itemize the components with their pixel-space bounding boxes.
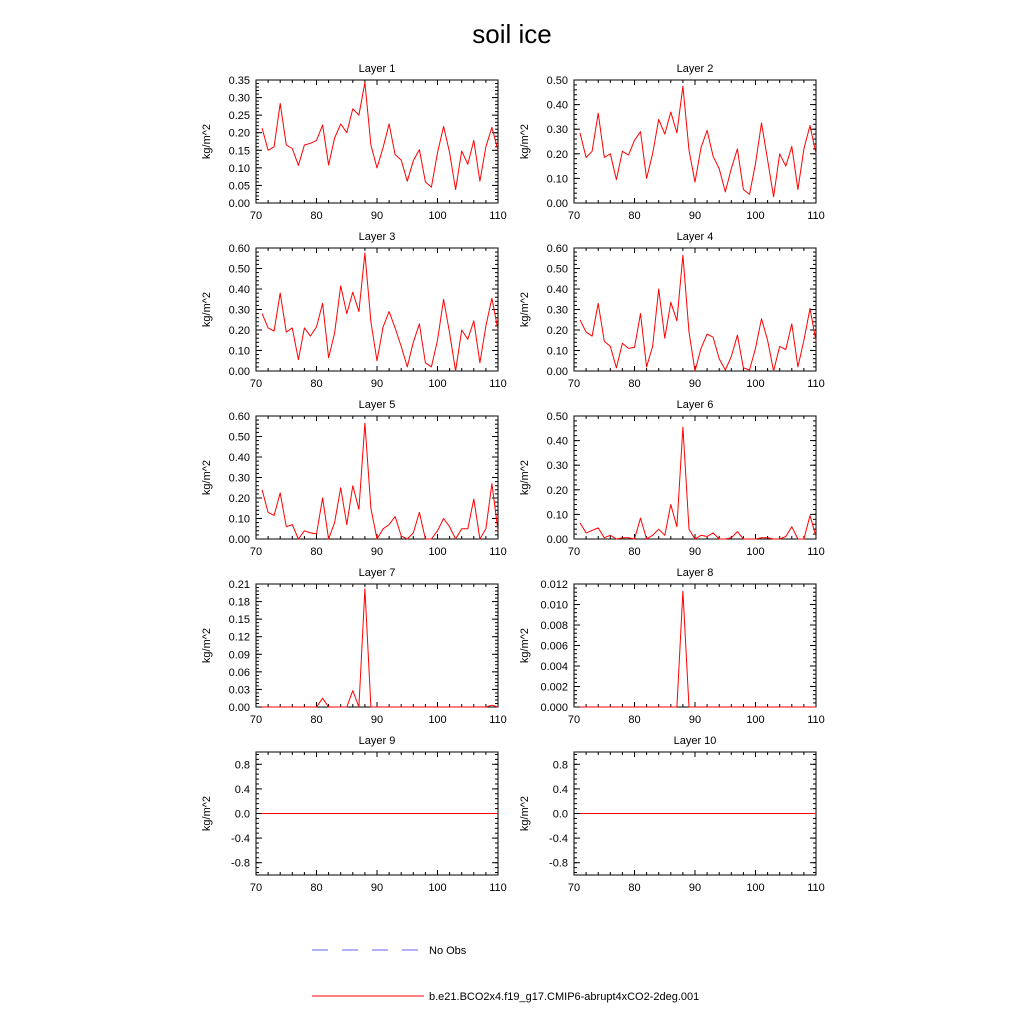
x-tick-label: 90	[370, 882, 384, 894]
y-axis-label: kg/m^2	[201, 459, 213, 496]
x-tick-label: 90	[370, 714, 384, 726]
y-tick-label: 0.00	[228, 534, 250, 546]
y-tick-label: 0.00	[546, 534, 568, 546]
y-tick-label: -0.4	[549, 833, 568, 846]
y-axis-label: kg/m^2	[201, 291, 213, 328]
y-tick-label: 0.002	[540, 681, 568, 694]
x-tick-label: 110	[807, 714, 825, 726]
x-tick-label: 100	[746, 714, 765, 726]
y-tick-label: 0.012	[540, 579, 568, 591]
y-tick-label: 0.06	[228, 666, 250, 679]
y-tick-label: 0.18	[228, 596, 250, 609]
y-tick-label: 0.50	[546, 75, 568, 87]
x-tick-label: 100	[428, 378, 447, 390]
figure-title: soil ice	[472, 19, 552, 49]
x-tick-label: 90	[688, 882, 702, 894]
x-tick-label: 90	[370, 378, 384, 390]
x-tick-label: 80	[628, 882, 641, 894]
y-tick-label: 0.40	[228, 452, 250, 464]
x-tick-label: 70	[567, 714, 581, 726]
x-tick-label: 110	[489, 882, 507, 894]
x-tick-label: 100	[746, 210, 765, 222]
x-tick-label: 80	[310, 210, 323, 222]
y-tick-label: -0.8	[231, 857, 250, 870]
y-axis-label: kg/m^2	[519, 123, 531, 160]
panel-title: Layer 4	[676, 231, 714, 243]
y-tick-label: 0.60	[228, 243, 250, 255]
y-tick-label: 0.50	[228, 263, 250, 276]
y-tick-label: 0.10	[228, 513, 250, 526]
y-tick-label: 0.000	[540, 702, 568, 714]
panel-title: Layer 2	[676, 63, 714, 75]
y-tick-label: 0.010	[540, 599, 568, 612]
x-tick-label: 110	[807, 882, 825, 894]
y-tick-label: 0.004	[540, 661, 568, 673]
y-tick-label: 0.50	[228, 431, 250, 444]
y-axis-label: kg/m^2	[201, 123, 213, 160]
x-tick-label: 110	[489, 210, 507, 222]
x-tick-label: 90	[688, 210, 702, 222]
x-tick-label: 80	[310, 882, 323, 894]
y-tick-label: 0.10	[546, 173, 568, 186]
x-tick-label: 80	[628, 210, 641, 222]
y-axis-label: kg/m^2	[519, 291, 531, 328]
y-tick-label: 0.30	[228, 92, 250, 105]
y-tick-label: 0.0	[552, 808, 568, 821]
x-tick-label: 110	[489, 378, 507, 390]
y-tick-label: 0.15	[228, 614, 250, 627]
y-tick-label: 0.12	[228, 631, 250, 644]
x-tick-label: 70	[249, 546, 263, 558]
y-tick-label: 0.40	[546, 99, 568, 112]
x-tick-label: 90	[370, 210, 384, 222]
y-tick-label: 0.40	[546, 284, 568, 296]
x-tick-label: 70	[249, 714, 263, 726]
y-tick-label: 0.05	[228, 180, 250, 193]
y-axis-label: kg/m^2	[201, 627, 213, 664]
y-tick-label: 0.30	[228, 304, 250, 317]
y-tick-label: 0.20	[546, 325, 568, 337]
x-tick-label: 100	[746, 546, 765, 558]
x-tick-label: 80	[628, 546, 641, 558]
y-tick-label: 0.03	[228, 684, 250, 697]
panel-title: Layer 6	[676, 399, 714, 411]
x-tick-label: 90	[370, 546, 384, 558]
legend-model-label: b.e21.BCO2x4.f19_g17.CMIP6-abrupt4xCO2-2deg.001	[429, 991, 700, 1003]
panel-title: Layer 1	[358, 63, 396, 75]
y-tick-label: 0.10	[228, 162, 250, 175]
y-tick-label: 0.25	[228, 110, 250, 123]
x-tick-label: 110	[807, 378, 825, 390]
y-axis-label: kg/m^2	[519, 627, 531, 664]
x-tick-label: 70	[567, 210, 581, 222]
y-tick-label: 0.00	[228, 198, 250, 210]
y-tick-label: 0.50	[546, 411, 568, 423]
x-tick-label: 80	[310, 714, 323, 726]
y-tick-label: 0.60	[228, 411, 250, 423]
x-tick-label: 100	[746, 378, 765, 390]
y-tick-label: 0.21	[228, 579, 250, 591]
x-tick-label: 80	[310, 546, 323, 558]
panel-title: Layer 3	[358, 231, 396, 243]
panel-title: Layer 9	[358, 735, 396, 747]
y-tick-label: 0.10	[546, 509, 568, 522]
y-tick-label: 0.50	[546, 263, 568, 276]
y-tick-label: -0.4	[231, 833, 250, 846]
y-tick-label: 0.60	[546, 243, 568, 255]
y-tick-label: 0.30	[228, 472, 250, 485]
y-axis-label: kg/m^2	[519, 459, 531, 496]
x-tick-label: 80	[628, 378, 641, 390]
panel-title: Layer 5	[358, 399, 396, 411]
x-tick-label: 70	[567, 378, 581, 390]
y-tick-label: 0.8	[552, 759, 568, 772]
y-tick-label: 0.00	[228, 702, 250, 714]
y-tick-label: 0.40	[546, 435, 568, 448]
y-tick-label: 0.008	[540, 620, 568, 632]
y-tick-label: 0.20	[546, 484, 568, 497]
y-tick-label: 0.0	[234, 808, 250, 821]
x-tick-label: 80	[628, 714, 641, 726]
y-tick-label: 0.20	[546, 148, 568, 161]
x-tick-label: 110	[807, 210, 825, 222]
x-tick-label: 90	[688, 378, 702, 390]
y-axis-label: kg/m^2	[519, 795, 531, 832]
y-tick-label: 0.35	[228, 75, 250, 87]
y-tick-label: 0.40	[228, 284, 250, 296]
y-axis-label: kg/m^2	[201, 795, 213, 832]
x-tick-label: 110	[807, 546, 825, 558]
legend-obs-label: No Obs	[429, 945, 467, 957]
x-tick-label: 70	[249, 210, 263, 222]
x-tick-label: 100	[428, 546, 447, 558]
x-tick-label: 110	[489, 546, 507, 558]
y-tick-label: 0.8	[234, 759, 250, 772]
x-tick-label: 90	[688, 546, 702, 558]
panel-title: Layer 10	[673, 735, 717, 747]
x-tick-label: 110	[489, 714, 507, 726]
x-tick-label: 70	[249, 378, 263, 390]
y-tick-label: 0.4	[234, 783, 250, 796]
y-tick-label: 0.00	[228, 366, 250, 378]
y-tick-label: 0.20	[228, 127, 250, 140]
x-tick-label: 100	[428, 882, 447, 894]
y-tick-label: 0.10	[546, 345, 568, 358]
y-tick-label: 0.20	[228, 493, 250, 505]
y-tick-label: 0.00	[546, 198, 568, 210]
x-tick-label: 70	[249, 882, 263, 894]
x-tick-label: 70	[567, 546, 581, 558]
y-tick-label: 0.4	[552, 783, 568, 796]
y-tick-label: 0.30	[546, 304, 568, 317]
y-tick-label: -0.8	[549, 857, 568, 870]
x-tick-label: 100	[428, 210, 447, 222]
y-tick-label: 0.006	[540, 640, 568, 653]
x-tick-label: 100	[428, 714, 447, 726]
panel-title: Layer 8	[676, 567, 714, 579]
y-tick-label: 0.00	[546, 366, 568, 378]
y-tick-label: 0.10	[228, 345, 250, 358]
y-tick-label: 0.09	[228, 649, 250, 662]
y-tick-label: 0.30	[546, 124, 568, 137]
y-tick-label: 0.20	[228, 325, 250, 337]
x-tick-label: 80	[310, 378, 323, 390]
x-tick-label: 70	[567, 882, 581, 894]
x-tick-label: 90	[688, 714, 702, 726]
y-tick-label: 0.30	[546, 460, 568, 473]
panel-title: Layer 7	[358, 567, 396, 579]
y-tick-label: 0.15	[228, 145, 250, 158]
x-tick-label: 100	[746, 882, 765, 894]
